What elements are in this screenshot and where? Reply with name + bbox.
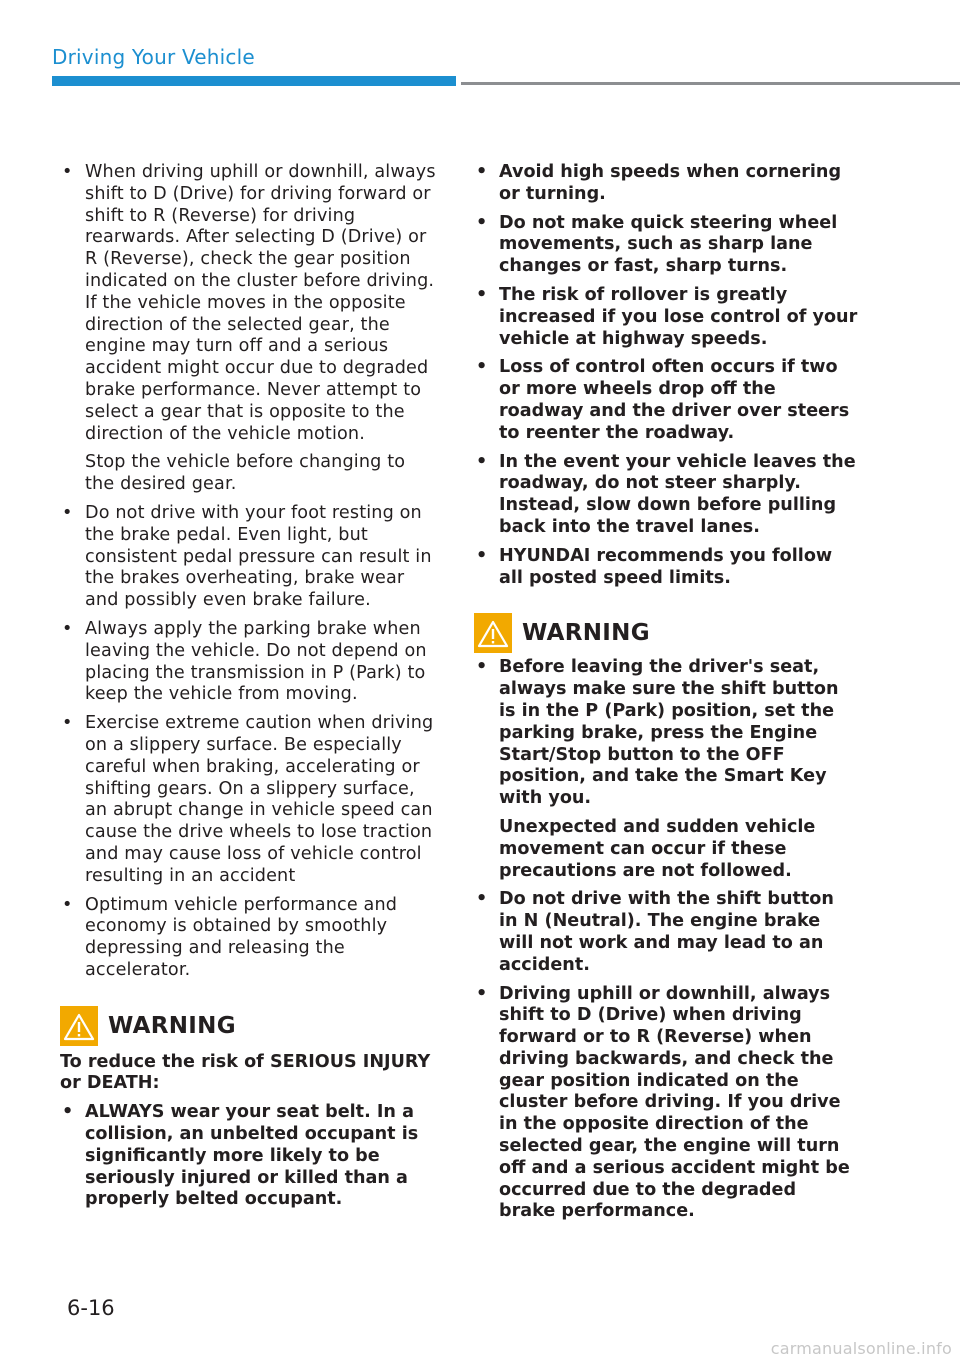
list-item	[474, 546, 858, 590]
bullet-text: Optimum vehicle performance and economy is obtained by smoothly depressing and releasing the accelerator.	[85, 894, 398, 980]
bullet-text: Do not make quick steering wheel movements, such as sharp lane changes or fast, sharp turns.	[499, 212, 838, 277]
right-bullet-list	[474, 162, 858, 589]
warning-bullet-list	[60, 1102, 438, 1211]
header-rule-grey	[461, 82, 960, 85]
list-item	[474, 213, 858, 278]
warning-triangle-icon	[60, 1006, 98, 1046]
bullet-followup-text: Stop the vehicle before changing to the desired gear.	[85, 452, 406, 495]
bullet-text: The risk of rollover is greatly increased if you lose control of your vehicle at highway speeds.	[499, 284, 858, 349]
bullet-text: Do not drive with your foot resting on the brake pedal. Even light, but consistent pedal pressure can result in the brakes overheating, brake wear and possibly even brake failure.	[85, 502, 432, 611]
warning-intro: To reduce the risk of SERIOUS INJURY or DEATH:	[60, 1051, 431, 1094]
header-rule-accent	[52, 76, 456, 86]
bullet-text: Exercise extreme caution when driving on a slippery surface. Be especially careful when braking, accelerating or shifting gears. On a slippery surface, an abrupt change in vehicle speed can cause the drive wheels to lose traction and may cause loss of vehicle control resulting in an accident	[85, 713, 434, 886]
bullet-text: In the event your vehicle leaves the roadway, do not steer sharply. Instead, slow down before pulling back into the travel lanes.	[499, 451, 856, 537]
list-item	[474, 452, 858, 539]
warning-heading	[60, 1006, 438, 1046]
warning-bullet-list	[474, 657, 858, 1223]
bullet-text: When driving uphill or downhill, always shift to D (Drive) for driving forward or shift to R (Reverse) for driving rearwards. After selecting D (Drive) or R (Reverse), check the gear position indicated on the cluster before driving. If the vehicle moves in the opposite direction of the selected gear, the engine may turn off and a serious accident might occur due to degraded brake performance. Never attempt to select a gear that is opposite to the direction of the vehicle motion.	[85, 162, 436, 444]
right-column	[474, 162, 858, 1230]
bullet-text: Do not drive with the shift button in N (Neutral). The engine brake will not work and may lead to an accident.	[499, 889, 834, 975]
list-item	[60, 619, 438, 706]
list-item	[474, 357, 858, 444]
warning-heading	[474, 613, 858, 653]
bullet-text: Always apply the parking brake when leaving the vehicle. Do not depend on placing the transmission in P (Park) to keep the vehicle from moving.	[85, 618, 427, 705]
left-column	[60, 162, 438, 1218]
page-number: 6-16	[67, 1296, 115, 1320]
left-bullet-list	[60, 162, 438, 982]
bullet-text: ALWAYS wear your seat belt. In a collision, an unbelted occupant is significantly more likely to be seriously injured or killed than a properly belted occupant.	[85, 1102, 419, 1210]
bullet-text: Before leaving the driver's seat, always make sure the shift button is in the P (Park) position, set the parking brake, press the Engine Start/Stop button to the OFF position, and take the Smart Key with you.	[499, 657, 839, 809]
list-item	[474, 285, 858, 350]
bullet-followup-text: Unexpected and sudden vehicle movement can occur if these precautions are not followed.	[499, 816, 816, 881]
watermark: carmanualsonline.info	[770, 1339, 952, 1358]
warning-triangle-icon	[474, 613, 512, 653]
bullet-text: Avoid high speeds when cornering or turning.	[499, 162, 842, 204]
section-title: Driving Your Vehicle	[52, 45, 255, 69]
list-item	[60, 162, 438, 496]
list-item	[474, 162, 858, 206]
bullet-text: Loss of control often occurs if two or more wheels drop off the roadway and the driver over steers to reenter the roadway.	[499, 357, 850, 443]
bullet-text: HYUNDAI recommends you follow all posted speed limits.	[499, 545, 833, 588]
list-item	[474, 889, 858, 976]
bullet-text: Driving uphill or downhill, always shift to D (Drive) when driving forward or to R (Reverse) when driving backwards, and check the gear position indicated on the cluster before driving. If you drive in the opposite direction of the selected gear, the engine will turn off and a serious accident might be occurred due to the degraded brake performance.	[499, 983, 850, 1222]
list-item	[474, 657, 858, 882]
list-item	[474, 984, 858, 1224]
warning-label: WARNING	[522, 620, 650, 647]
list-item	[60, 713, 438, 887]
list-item	[60, 895, 438, 982]
list-item	[60, 503, 438, 612]
warning-label: WARNING	[108, 1012, 236, 1039]
list-item	[60, 1102, 438, 1211]
